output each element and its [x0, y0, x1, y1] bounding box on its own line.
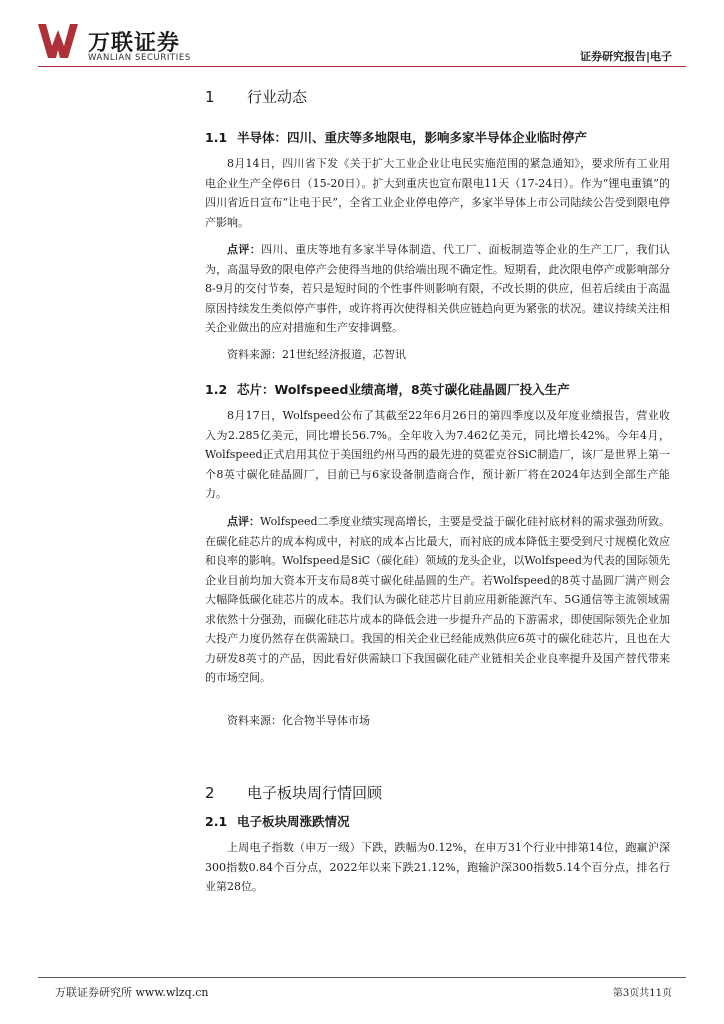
- footer-divider: [38, 977, 686, 978]
- section-2-number: 2: [205, 784, 215, 802]
- brand-name-en: WANLIAN SECURITIES: [88, 53, 191, 63]
- header-divider: [38, 66, 686, 67]
- page-number: 第3页共11页: [612, 988, 672, 999]
- source-note-1-1: 资料来源：21世纪经济报道，芯智讯: [227, 348, 406, 361]
- comment-text: Wolfspeed二季度业绩实现高增长，主要是受益于碳化硅衬底材料的需求强劲所致。在碳化硅芯片的成本构成中，衬底的成本占比最大，而衬底的成本降低主要受到尺寸规模化效应和良率的影响。Wolfspeed是SiC（碳化硅）领域的龙头企业，以Wolfspeed为代表的国际领先企业目前均加大资本开支布局8英寸碳化硅晶圆的生产。若Wolfspeed的8英寸晶圆厂满产则会大幅降低碳化硅芯片的成本。我们认为碳化硅芯片目前应用新能源汽车、5G通信等主流领域需求依然十分强劲，而碳化硅芯片成本的降低会进一步提升产品的下游需求，即使国际领先企业加大投产力度仍然存在供需缺口。我国的相关企业已经能成熟供应6英寸的碳化硅芯片，且也在大力研发8英寸的产品，因此看好供需缺口下我国碳化硅产业链相关企业良率提升及国产替代带来的市场空间。: [205, 515, 670, 684]
- subsection-2-1-number: 2.1: [205, 814, 228, 829]
- subsection-2-1-heading: [205, 812, 350, 830]
- subsection-1-2-number: 1.2: [205, 382, 228, 397]
- footer-institute: 万联证券研究所 www.wlzq.cn: [55, 986, 209, 999]
- paragraph-1-2-news: 8月17日，Wolfspeed公布了其截至22年6月26日的第四季度以及年度业绩报告，营业收入为2.285亿美元，同比增长56.7%。全年收入为7.462亿美元，同比增长42%。今年4月，Wolfspeed正式启用其位于美国纽约州马西的最先进的莫霍克谷SiC制造厂，该厂是世界上第一个8英寸碳化硅晶圆厂，目前已与6家设备制造商合作，预计新厂将在2024年达到全部生产能力。: [205, 409, 670, 500]
- comment-label: 点评：: [227, 243, 262, 256]
- subsection-1-1-title: 半导体：四川、重庆等多地限电，影响多家半导体企业临时停产: [237, 130, 588, 145]
- source-note-1-2: 资料来源：化合物半导体市场: [227, 714, 370, 727]
- section-1-title: 行业动态: [247, 88, 308, 106]
- subsection-1-2-title: 芯片：Wolfspeed业绩高增，8英寸碳化硅晶圆厂投入生产: [237, 382, 570, 397]
- subsection-1-2-heading: [205, 380, 570, 398]
- paragraph-1-1-news: 8月14日，四川省下发《关于扩大工业企业让电民实施范围的紧急通知》，要求所有工业用电企业生产全停6日（15-20日）。扩大到重庆也宣布限电11天（17-24日）。作为“锂电重镇”的四川省近日宣布“让电于民”，全省工业企业停电停产，多家半导体上市公司陆续公告受到限电停产影响。: [205, 157, 670, 229]
- section-2-title: 电子板块周行情回顾: [247, 784, 383, 802]
- subsection-1-1-number: 1.1: [205, 130, 228, 145]
- paragraph-2-1: 上周电子指数（申万一级）下跌，跌幅为0.12%，在申万31个行业中排第14位，跑赢沪深300指数0.84个百分点，2022年以来下跌21.12%，跑输沪深300指数5.14个百分点，排名行业第28位。: [205, 841, 670, 893]
- paragraph-1-2-comment: [205, 512, 670, 688]
- subsection-2-1-title: 电子板块周涨跌情况: [237, 814, 350, 829]
- comment-label: 点评：: [227, 515, 261, 528]
- section-1-heading: [205, 86, 307, 107]
- comment-text: 四川、重庆等地有多家半导体制造、代工厂、面板制造等企业的生产工厂，我们认为，高温导致的限电停产会使得当地的供给端出现不确定性。短期看，此次限电停产或影响部分8-9月的交付节奏，若只是短时间的个性事件则影响有限，不改长期的供应，但若后续由于高温原因持续发生类似停产事件，或许将再次使得相关供应链趋向更为紧张的状况。建议持续关注相关企业做出的应对措施和生产安排调整。: [205, 243, 671, 334]
- report-type: 证券研究报告|电子: [579, 50, 672, 63]
- section-1-number: 1: [205, 88, 215, 106]
- paragraph-1-1-comment: [205, 240, 670, 338]
- section-2-heading: [205, 782, 382, 803]
- subsection-1-1-heading: [205, 128, 587, 146]
- wanlian-logo-icon: [38, 24, 78, 58]
- brand-name-cn: 万联证券: [88, 31, 181, 56]
